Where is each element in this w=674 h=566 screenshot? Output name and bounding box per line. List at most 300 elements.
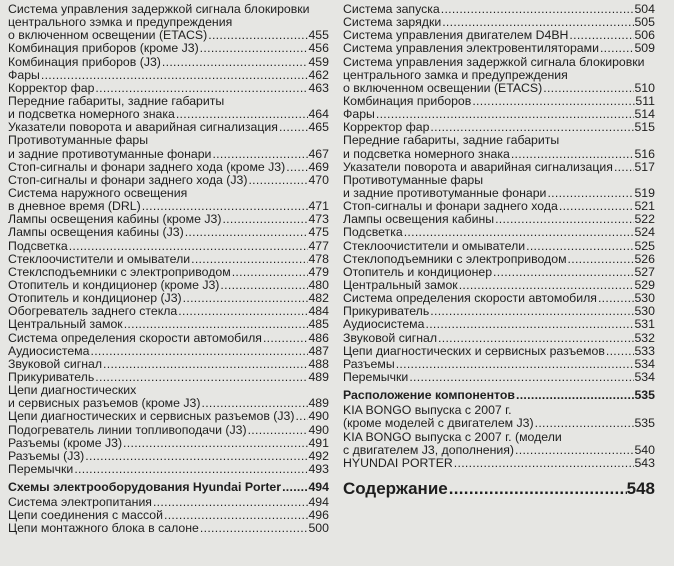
toc-page-number: 459	[308, 54, 329, 69]
toc-entry-title: Перемычки	[8, 461, 74, 476]
toc-entry-title: и подсветка номерного знака	[8, 107, 175, 122]
toc-entry-line	[8, 42, 329, 55]
toc-page-number: 510	[634, 80, 655, 95]
toc-entry-title: Стоп-сигналы и фонари заднего хода (J3)	[8, 172, 248, 187]
toc-right-column	[343, 3, 655, 500]
toc-entry-title: Обогреватель заднего стекла	[8, 304, 178, 319]
dot-leader	[182, 292, 309, 305]
toc-entry-title: и задние противотуманные фонари	[8, 146, 212, 161]
dot-leader	[94, 371, 308, 384]
dot-leader	[161, 56, 309, 69]
toc-entry	[343, 404, 655, 430]
dot-leader	[123, 318, 309, 331]
toc-section-heading	[343, 478, 655, 500]
toc-entry-line	[8, 134, 329, 147]
toc-page-number: 489	[308, 396, 329, 411]
toc-page-number: 494	[308, 495, 329, 510]
toc-entry	[8, 187, 329, 213]
toc-entry-title: Передние габариты, задние габариты	[343, 133, 560, 148]
toc-page-number: 524	[634, 225, 655, 240]
toc-entry-title: в дневное время (DRL)	[8, 199, 141, 214]
toc-entry-title: и сервисных разъемов (кроме J3)	[8, 396, 201, 411]
dot-leader	[429, 305, 634, 318]
toc-page-number: 491	[308, 435, 329, 450]
toc-entry-title: с двигателем J3, дополнения)	[343, 442, 515, 457]
toc-entry-line	[343, 174, 655, 187]
dot-leader	[458, 279, 635, 292]
dot-leader	[525, 240, 634, 253]
toc-entry	[8, 134, 329, 160]
dot-leader	[177, 305, 308, 318]
toc-page-number: 509	[634, 41, 655, 56]
toc-page-number: 465	[308, 120, 329, 135]
dot-leader	[453, 457, 635, 470]
toc-entry-line	[8, 481, 329, 494]
dot-leader	[122, 437, 308, 450]
toc-page-number: 533	[634, 343, 655, 358]
toc-entry-title: Содержание	[343, 478, 448, 498]
toc-entry	[343, 240, 655, 253]
dot-leader	[281, 481, 308, 494]
dot-leader	[102, 358, 308, 371]
dot-leader	[84, 450, 308, 463]
toc-entry-line	[8, 522, 329, 535]
toc-entry	[8, 463, 329, 476]
toc-page-number: 469	[308, 159, 329, 174]
toc-entry-title: Цепи диагностических и сервисных разъемов	[343, 343, 605, 358]
toc-page-number: 514	[634, 107, 655, 122]
dot-leader	[231, 266, 309, 279]
toc-page-number: 527	[634, 264, 655, 279]
toc-entry-title: о включенном освещении (ETACS)	[8, 28, 208, 43]
toc-page-number: 478	[308, 251, 329, 266]
dot-leader	[613, 161, 635, 174]
toc-left-column	[8, 3, 329, 536]
toc-entry-line	[8, 450, 329, 463]
toc-entry	[8, 358, 329, 371]
toc-entry-line	[8, 424, 329, 437]
toc-entry-line	[8, 253, 329, 266]
toc-entry-title: Противотуманные фары	[8, 133, 149, 148]
toc-page-number: 486	[308, 330, 329, 345]
toc-entry-line	[343, 444, 655, 457]
toc-entry-title: Корректор фар	[343, 120, 430, 135]
toc-entry-line	[8, 410, 329, 423]
toc-entry-title: о включенном освещении (ETACS)	[343, 80, 543, 95]
toc-entry-title: Система управления задержкой сигнала блокировки	[8, 2, 310, 16]
toc-entry-title: Система определения скорости автомобиля	[8, 330, 262, 345]
toc-entry	[343, 457, 655, 470]
toc-entry-title: Корректор фар	[8, 80, 95, 95]
dot-leader	[94, 82, 308, 95]
toc-entry-title: Разъемы (J3)	[8, 448, 85, 463]
toc-page-number: 490	[308, 409, 329, 424]
dot-leader	[440, 3, 635, 16]
toc-entry-title: Система управления задержкой сигнала блокировки	[343, 54, 645, 69]
toc-entry-line	[8, 266, 329, 279]
toc-page-number: 535	[634, 388, 655, 403]
toc-page-number: 540	[634, 442, 655, 457]
toc-page-number: 493	[308, 461, 329, 476]
toc-entry-line	[8, 437, 329, 450]
toc-entry	[343, 253, 655, 266]
toc-entry-line	[343, 148, 655, 161]
toc-entry-title: (кроме моделей с двигателем J3)	[343, 416, 534, 431]
toc-entry-title: Цепи диагностических и сервисных разъемов (J3)	[8, 409, 295, 424]
toc-page-number: 490	[308, 422, 329, 437]
toc-page-number: 489	[308, 369, 329, 384]
toc-entry-line	[8, 463, 329, 476]
toc-entry-title: Комбинация приборов (J3)	[8, 54, 161, 69]
toc-entry-title: Противотуманные фары	[343, 172, 484, 187]
toc-page-number: 456	[308, 41, 329, 56]
toc-page-number: 505	[634, 15, 655, 30]
toc-entry-title: Перемычки	[343, 369, 409, 384]
toc-page-number: 535	[634, 416, 655, 431]
dot-leader	[247, 174, 308, 187]
dot-leader	[492, 266, 634, 279]
toc-entry	[343, 358, 655, 371]
dot-leader	[424, 318, 634, 331]
toc-entry-line	[8, 148, 329, 161]
dot-leader	[141, 200, 309, 213]
toc-entry-title: Подсветка	[8, 238, 68, 253]
dot-leader	[599, 42, 635, 55]
dot-leader	[262, 332, 309, 345]
dot-leader	[534, 417, 635, 430]
dot-leader	[408, 371, 634, 384]
dot-leader	[89, 345, 308, 358]
toc-entry	[8, 69, 329, 82]
toc-page-number: 500	[308, 521, 329, 536]
dot-leader	[200, 397, 308, 410]
dot-leader	[278, 121, 309, 134]
dot-leader	[184, 226, 309, 239]
toc-entry	[343, 332, 655, 345]
toc-entry-line	[343, 318, 655, 331]
toc-entry-title: Центральный замок	[343, 277, 458, 292]
toc-entry-title: центрального зэмка и предупреждения	[8, 15, 233, 30]
toc-page-number: 517	[634, 159, 655, 174]
toc-entry-line	[343, 56, 655, 69]
toc-entry-title: Система запуска	[343, 2, 440, 16]
toc-entry	[8, 95, 329, 121]
dot-leader	[471, 95, 635, 108]
toc-entry-title: Цепи соединения с массой	[8, 508, 163, 523]
toc-entry-title: Стеклоочистители и омыватели	[8, 251, 191, 266]
toc-entry-line	[8, 240, 329, 253]
toc-entry-title: и задние противотуманные фонари	[343, 185, 547, 200]
toc-page-number: 519	[634, 185, 655, 200]
toc-entry-title: Отопитель и кондиционер (J3)	[8, 291, 182, 306]
toc-page-number: 543	[634, 455, 655, 470]
toc-entry-title: Передние габариты, задние габариты	[8, 93, 225, 108]
toc-entry-title: Расположение компонентов	[343, 388, 515, 403]
toc-entry	[343, 134, 655, 160]
dot-leader	[175, 108, 309, 121]
toc-page-number: 488	[308, 356, 329, 371]
toc-entry-line	[343, 478, 655, 500]
dot-leader	[395, 358, 635, 371]
toc-entry-title: Указатели поворота и аварийная сигнализация	[343, 159, 613, 174]
toc-entry	[8, 266, 329, 279]
dot-leader	[605, 345, 635, 358]
toc-entry	[8, 226, 329, 239]
toc-entry-line	[343, 226, 655, 239]
toc-page-number: 522	[634, 212, 655, 227]
toc-entry	[8, 82, 329, 95]
toc-page-number: 487	[308, 343, 329, 358]
toc-page-number: 521	[634, 199, 655, 214]
toc-entry-title: Схемы электрооборудования Hyundai Porter	[8, 480, 282, 495]
toc-page-number: 511	[635, 93, 655, 108]
toc-page-number: 530	[634, 291, 655, 306]
toc-entry-title: Разъемы (кроме J3)	[8, 435, 123, 450]
dot-leader	[294, 410, 308, 423]
toc-entry	[343, 42, 655, 55]
toc-page-number: 485	[308, 317, 329, 332]
toc-page-number: 532	[634, 330, 655, 345]
toc-entry	[8, 174, 329, 187]
toc-entry-title: Аудиосистема	[8, 343, 90, 358]
toc-entry-title: Фары	[343, 107, 375, 122]
toc-entry-title: Звуковой сигнал	[343, 330, 438, 345]
toc-page-number: 470	[308, 172, 329, 187]
toc-entry	[8, 161, 329, 174]
toc-entry-line	[343, 457, 655, 470]
toc-entry-title: HYUNDAI PORTER	[343, 455, 453, 470]
toc-entry-title: Система электропитания	[8, 495, 152, 510]
toc-entry-title: Стеклсподъемники с электроприводом	[8, 264, 231, 279]
dot-leader	[558, 200, 635, 213]
toc-section-heading	[8, 481, 329, 494]
toc-page-number: 477	[308, 238, 329, 253]
toc-entry-line	[343, 82, 655, 95]
toc-entry	[8, 384, 329, 410]
toc-entry	[8, 450, 329, 463]
toc-entry-title: Прикуриватель	[8, 369, 95, 384]
toc-entry-line	[8, 318, 329, 331]
toc-entry	[343, 161, 655, 174]
toc-page-number: 504	[634, 2, 655, 16]
toc-page-number: 484	[308, 304, 329, 319]
toc-entry	[8, 56, 329, 69]
toc-entry	[343, 56, 655, 95]
toc-page-number: 516	[634, 146, 655, 161]
toc-entry-title: и подсветка номерного знака	[343, 146, 510, 161]
dot-leader	[207, 29, 308, 42]
toc-entry-line	[8, 332, 329, 345]
toc-entry-title: Комбинация приборов	[343, 93, 472, 108]
toc-page-number: 529	[634, 277, 655, 292]
toc-entry-title: Центральный замок	[8, 317, 123, 332]
toc-entry-title: Отопитель и кондиционер (кроме J3)	[8, 277, 220, 292]
toc-entry	[8, 3, 329, 42]
toc-entry-line	[8, 69, 329, 82]
toc-page-number: 480	[308, 277, 329, 292]
toc-entry-title: Стеклоподъемники с электроприводом	[343, 251, 567, 266]
toc-page-number: 462	[308, 67, 329, 82]
toc-page-number: 526	[634, 251, 655, 266]
toc-entry	[8, 424, 329, 437]
toc-entry	[343, 371, 655, 384]
toc-entry-line	[343, 345, 655, 358]
dot-leader	[441, 16, 634, 29]
toc-entry-title: KIA BONGO выпуска с 2007 г.	[343, 403, 512, 418]
toc-entry-title: центрального замка и предупреждения	[343, 67, 568, 82]
toc-entry-title: Цепи диагностических	[8, 383, 137, 398]
toc-entry-line	[343, 253, 655, 266]
toc-entry	[343, 174, 655, 200]
toc-entry-title: Лампы освещения кабины	[343, 212, 495, 227]
toc-entry	[343, 266, 655, 279]
dot-leader	[73, 463, 308, 476]
toc-entry-line	[343, 431, 655, 444]
toc-entry-title: Система управления электровентиляторами	[343, 41, 599, 56]
dot-leader	[515, 389, 634, 402]
toc-entry-line	[343, 95, 655, 108]
dot-leader	[567, 253, 635, 266]
toc-entry-title: Стоп-сигналы и фонари заднего хода (кроме J3)	[8, 159, 286, 174]
toc-entry	[8, 42, 329, 55]
dot-leader	[285, 161, 308, 174]
toc-entry-title: Подогреватель линии топливоподачи (J3)	[8, 422, 247, 437]
dot-leader	[211, 148, 308, 161]
dot-leader	[163, 509, 308, 522]
toc-page-number: 492	[308, 448, 329, 463]
toc-entry	[8, 522, 329, 535]
toc-entry	[8, 240, 329, 253]
toc-section-heading	[343, 389, 655, 402]
toc-page-number: 471	[308, 199, 329, 214]
toc-entry-line	[343, 108, 655, 121]
toc-entry-title: Лампы освещения кабины (J3)	[8, 225, 184, 240]
toc-page-number: 494	[308, 480, 329, 495]
toc-entry-title: KIA BONGO выпуска с 2007 г. (модели	[343, 429, 562, 444]
dot-leader	[448, 478, 627, 500]
toc-entry	[8, 437, 329, 450]
dot-leader	[219, 279, 308, 292]
toc-entry-line	[8, 226, 329, 239]
toc-entry-line	[343, 42, 655, 55]
dot-leader	[375, 108, 635, 121]
toc-entry-line	[343, 134, 655, 147]
toc-entry-line	[343, 240, 655, 253]
toc-entry	[343, 226, 655, 239]
toc-entry-title: Звуковой сигнал	[8, 356, 103, 371]
dot-leader	[199, 42, 309, 55]
toc-entry-title: Система наружного освещения	[8, 185, 188, 200]
toc-entry	[8, 253, 329, 266]
toc-page-number: 534	[634, 356, 655, 371]
toc-entry-title: Фары	[8, 67, 40, 82]
toc-page-number: 531	[634, 317, 655, 332]
toc-page-number: 463	[308, 80, 329, 95]
toc-entry-title: Лампы освещения кабины (кроме J3)	[8, 212, 222, 227]
dot-leader	[247, 424, 309, 437]
dot-leader	[542, 82, 634, 95]
dot-leader	[199, 522, 309, 535]
toc-entry-line	[8, 345, 329, 358]
toc-entry	[343, 108, 655, 121]
toc-page-number: 475	[308, 225, 329, 240]
toc-entry-title: Указатели поворота и аварийная сигнализация	[8, 120, 278, 135]
toc-page-number: 464	[308, 107, 329, 122]
dot-leader	[510, 148, 635, 161]
dot-leader	[190, 253, 308, 266]
dot-leader	[437, 332, 634, 345]
toc-entry	[8, 345, 329, 358]
toc-entry-line	[8, 174, 329, 187]
toc-entry-line	[343, 161, 655, 174]
toc-entry-title: Комбинация приборов (кроме J3)	[8, 41, 199, 56]
toc-entry-title: Разъемы	[343, 356, 395, 371]
toc-entry-line	[8, 82, 329, 95]
dot-leader	[68, 240, 309, 253]
toc-entry-line	[343, 389, 655, 402]
toc-entry	[343, 345, 655, 358]
toc-page-number: 530	[634, 304, 655, 319]
toc-entry-title: Стеклоочистители и омыватели	[343, 238, 526, 253]
dot-leader	[152, 496, 309, 509]
toc-entry	[343, 95, 655, 108]
toc-entry	[343, 431, 655, 457]
toc-entry-line	[8, 161, 329, 174]
toc-entry-line	[343, 417, 655, 430]
toc-entry	[343, 318, 655, 331]
toc-entry-line	[343, 266, 655, 279]
toc-entry-line	[343, 69, 655, 82]
dot-leader	[597, 292, 635, 305]
toc-page-number: 482	[308, 291, 329, 306]
toc-entry-line	[8, 358, 329, 371]
toc-page-number: 496	[308, 508, 329, 523]
dot-leader	[546, 187, 634, 200]
toc-page-number: 467	[308, 146, 329, 161]
toc-entry-title: Подсветка	[343, 225, 403, 240]
toc-entry-title: Прикуриватель	[343, 304, 430, 319]
toc-page-number: 534	[634, 369, 655, 384]
dot-leader	[403, 226, 635, 239]
toc-entry-line	[343, 358, 655, 371]
dot-leader	[429, 121, 634, 134]
toc-entry-title: Цепи монтажного блока в салоне	[8, 521, 199, 536]
dot-leader	[494, 213, 634, 226]
dot-leader	[568, 29, 634, 42]
toc-entry-line	[8, 56, 329, 69]
toc-entry-title: Система определения скорости автомобиля	[343, 291, 597, 306]
toc-page-number: 455	[308, 28, 329, 43]
toc-page-number: 515	[634, 120, 655, 135]
toc-entry-line	[343, 371, 655, 384]
dot-leader	[221, 213, 308, 226]
toc-entry-line	[343, 332, 655, 345]
toc-entry-title: Стоп-сигналы и фонари заднего хода	[343, 199, 558, 214]
toc-page-number: 506	[634, 28, 655, 43]
toc-entry-title: Система зарядки	[343, 15, 442, 30]
toc-entry-title: Отопитель и кондиционер	[343, 264, 493, 279]
toc-entry	[8, 332, 329, 345]
toc-entry	[8, 410, 329, 423]
toc-page-number: 525	[634, 238, 655, 253]
dot-leader	[40, 69, 309, 82]
toc-page-number: 479	[308, 264, 329, 279]
toc-page-number: 548	[626, 478, 655, 498]
toc-entry	[8, 318, 329, 331]
toc-entry-title: Аудиосистема	[343, 317, 425, 332]
dot-leader	[514, 444, 634, 457]
toc-entry-title: Система управления двигателем D4BH	[343, 28, 569, 43]
